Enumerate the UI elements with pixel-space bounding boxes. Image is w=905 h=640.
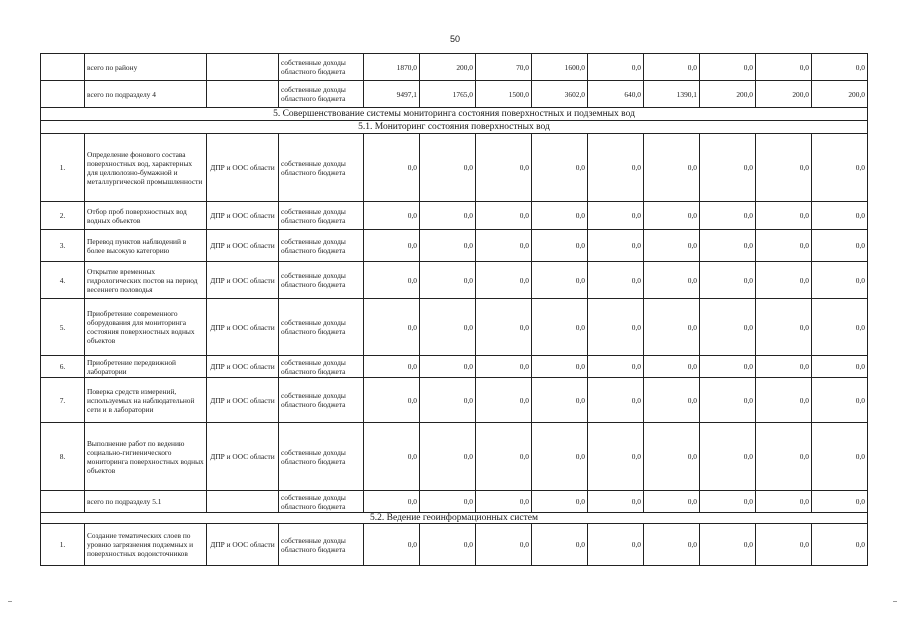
amount-cell: 0,0	[364, 524, 420, 566]
amount-cell: 0,0	[644, 262, 700, 299]
subsection-title: 5.1. Мониторинг состояния поверхностных вод	[41, 121, 868, 134]
executor: ДПР и ООС области	[207, 230, 279, 262]
amount-cell: 640,0	[588, 81, 644, 108]
amount-cell: 0,0	[700, 378, 756, 423]
row-number: 3.	[41, 230, 85, 262]
amount-cell: 1870,0	[364, 54, 420, 81]
executor: ДПР и ООС области	[207, 299, 279, 356]
amount-cell: 0,0	[700, 134, 756, 202]
margin-mark	[893, 601, 897, 602]
executor	[207, 81, 279, 108]
amount-cell: 0,0	[812, 262, 868, 299]
amount-cell: 0,0	[532, 423, 588, 491]
table-row	[41, 202, 868, 230]
funding-source: собственные доходы областного бюджета	[279, 81, 364, 108]
row-number: 1.	[41, 524, 85, 566]
amount-cell: 200,0	[700, 81, 756, 108]
amount-cell: 0,0	[644, 54, 700, 81]
amount-cell: 0,0	[812, 202, 868, 230]
amount-cell: 0,0	[476, 524, 532, 566]
amount-cell: 0,0	[644, 134, 700, 202]
amount-cell: 0,0	[700, 491, 756, 513]
amount-cell: 0,0	[588, 299, 644, 356]
amount-cell: 0,0	[756, 356, 812, 378]
executor	[207, 54, 279, 81]
amount-cell: 3602,0	[532, 81, 588, 108]
executor: ДПР и ООС области	[207, 262, 279, 299]
amount-cell: 0,0	[364, 262, 420, 299]
amount-cell: 0,0	[420, 230, 476, 262]
amount-cell: 0,0	[532, 262, 588, 299]
amount-cell: 1765,0	[420, 81, 476, 108]
section-title-row	[41, 108, 868, 121]
amount-cell: 1390,1	[644, 81, 700, 108]
amount-cell: 0,0	[588, 356, 644, 378]
amount-cell: 0,0	[588, 262, 644, 299]
amount-cell: 0,0	[700, 423, 756, 491]
executor: ДПР и ООС области	[207, 378, 279, 423]
amount-cell: 0,0	[812, 378, 868, 423]
amount-cell: 0,0	[644, 423, 700, 491]
amount-cell: 0,0	[756, 423, 812, 491]
amount-cell: 0,0	[700, 262, 756, 299]
amount-cell: 0,0	[532, 134, 588, 202]
funding-source: собственные доходы областного бюджета	[279, 491, 364, 513]
amount-cell: 0,0	[476, 299, 532, 356]
amount-cell: 0,0	[644, 299, 700, 356]
budget-table	[40, 53, 868, 566]
amount-cell: 0,0	[364, 230, 420, 262]
table-row	[41, 54, 868, 81]
amount-cell: 0,0	[644, 524, 700, 566]
amount-cell: 0,0	[476, 356, 532, 378]
amount-cell: 0,0	[756, 491, 812, 513]
page-number: 50	[449, 34, 460, 44]
table-row	[41, 378, 868, 423]
activity-name: всего по подразделу 5.1	[85, 491, 207, 513]
row-number: 8.	[41, 423, 85, 491]
funding-source: собственные доходы областного бюджета	[279, 299, 364, 356]
amount-cell: 0,0	[420, 491, 476, 513]
amount-cell: 0,0	[756, 202, 812, 230]
amount-cell: 0,0	[756, 54, 812, 81]
amount-cell: 0,0	[812, 524, 868, 566]
table-row	[41, 262, 868, 299]
row-number: 1.	[41, 134, 85, 202]
amount-cell: 0,0	[756, 378, 812, 423]
row-number: 6.	[41, 356, 85, 378]
amount-cell: 0,0	[756, 299, 812, 356]
section-title: 5. Совершенствование системы мониторинга состояния поверхностных и подземных вод	[41, 108, 868, 121]
amount-cell: 0,0	[588, 378, 644, 423]
amount-cell: 0,0	[364, 356, 420, 378]
amount-cell: 70,0	[476, 54, 532, 81]
activity-name: Определение фонового состава поверхностных вод, характерных для целлюлозно-бумажной и металлургической промышленности	[85, 134, 207, 202]
amount-cell: 0,0	[700, 230, 756, 262]
amount-cell: 200,0	[812, 81, 868, 108]
executor: ДПР и ООС области	[207, 423, 279, 491]
amount-cell: 0,0	[812, 356, 868, 378]
amount-cell: 0,0	[420, 524, 476, 566]
amount-cell: 0,0	[700, 356, 756, 378]
amount-cell: 0,0	[700, 524, 756, 566]
row-number: 2.	[41, 202, 85, 230]
amount-cell: 0,0	[812, 230, 868, 262]
amount-cell: 0,0	[420, 202, 476, 230]
subsection-title-row	[41, 513, 868, 524]
activity-name: всего по подразделу 4	[85, 81, 207, 108]
executor: ДПР и ООС области	[207, 134, 279, 202]
amount-cell: 0,0	[420, 134, 476, 202]
funding-source: собственные доходы областного бюджета	[279, 134, 364, 202]
table-row	[41, 491, 868, 513]
activity-name: Открытие временных гидрологических постов на период весеннего половодья	[85, 262, 207, 299]
executor: ДПР и ООС области	[207, 356, 279, 378]
amount-cell: 0,0	[420, 423, 476, 491]
activity-name: Создание тематических слоев по уровню загрязнения подземных и поверхностных водоисточников	[85, 524, 207, 566]
funding-source: собственные доходы областного бюджета	[279, 262, 364, 299]
activity-name: Отбор проб поверхностных вод водных объектов	[85, 202, 207, 230]
amount-cell: 0,0	[532, 524, 588, 566]
amount-cell: 0,0	[756, 134, 812, 202]
executor	[207, 491, 279, 513]
amount-cell: 0,0	[588, 524, 644, 566]
amount-cell: 0,0	[812, 299, 868, 356]
activity-name: Выполнение работ по ведению социально-гигиенического мониторинга поверхностных водных объектов	[85, 423, 207, 491]
amount-cell: 0,0	[364, 202, 420, 230]
amount-cell: 200,0	[420, 54, 476, 81]
activity-name: Перевод пунктов наблюдений в более высокую категорию	[85, 230, 207, 262]
amount-cell: 0,0	[700, 54, 756, 81]
amount-cell: 0,0	[588, 423, 644, 491]
table-row	[41, 423, 868, 491]
amount-cell: 0,0	[420, 378, 476, 423]
amount-cell: 0,0	[588, 491, 644, 513]
amount-cell: 0,0	[532, 356, 588, 378]
funding-source: собственные доходы областного бюджета	[279, 202, 364, 230]
amount-cell: 0,0	[588, 230, 644, 262]
amount-cell: 0,0	[476, 491, 532, 513]
amount-cell: 0,0	[532, 491, 588, 513]
funding-source: собственные доходы областного бюджета	[279, 54, 364, 81]
table-row	[41, 299, 868, 356]
table-row	[41, 134, 868, 202]
amount-cell: 0,0	[588, 54, 644, 81]
amount-cell: 0,0	[532, 378, 588, 423]
subsection-title: 5.2. Ведение геоинформационных систем	[41, 513, 868, 524]
amount-cell: 0,0	[644, 378, 700, 423]
amount-cell: 1500,0	[476, 81, 532, 108]
funding-source: собственные доходы областного бюджета	[279, 524, 364, 566]
amount-cell: 0,0	[364, 423, 420, 491]
amount-cell: 0,0	[476, 134, 532, 202]
amount-cell: 0,0	[364, 378, 420, 423]
amount-cell: 0,0	[644, 230, 700, 262]
amount-cell: 0,0	[644, 491, 700, 513]
activity-name: Приобретение передвижной лаборатории	[85, 356, 207, 378]
amount-cell: 1600,0	[532, 54, 588, 81]
amount-cell: 0,0	[476, 262, 532, 299]
amount-cell: 0,0	[532, 299, 588, 356]
amount-cell: 0,0	[756, 524, 812, 566]
amount-cell: 0,0	[812, 491, 868, 513]
amount-cell: 0,0	[756, 262, 812, 299]
amount-cell: 0,0	[812, 423, 868, 491]
executor: ДПР и ООС области	[207, 524, 279, 566]
amount-cell: 0,0	[588, 134, 644, 202]
amount-cell: 9497,1	[364, 81, 420, 108]
row-number: 4.	[41, 262, 85, 299]
table-row	[41, 230, 868, 262]
amount-cell: 0,0	[476, 378, 532, 423]
row-number	[41, 54, 85, 81]
subsection-title-row	[41, 121, 868, 134]
amount-cell: 0,0	[644, 356, 700, 378]
table-row	[41, 524, 868, 566]
amount-cell: 0,0	[420, 356, 476, 378]
amount-cell: 0,0	[756, 230, 812, 262]
row-number	[41, 491, 85, 513]
table-row	[41, 356, 868, 378]
amount-cell: 0,0	[364, 134, 420, 202]
amount-cell: 200,0	[756, 81, 812, 108]
amount-cell: 0,0	[700, 299, 756, 356]
funding-source: собственные доходы областного бюджета	[279, 356, 364, 378]
amount-cell: 0,0	[532, 202, 588, 230]
table-row	[41, 81, 868, 108]
amount-cell: 0,0	[420, 262, 476, 299]
amount-cell: 0,0	[812, 54, 868, 81]
amount-cell: 0,0	[588, 202, 644, 230]
amount-cell: 0,0	[476, 230, 532, 262]
amount-cell: 0,0	[700, 202, 756, 230]
margin-mark	[8, 601, 12, 602]
activity-name: Поверка средств измерений, используемых на наблюдательной сети и в лаборатории	[85, 378, 207, 423]
row-number: 7.	[41, 378, 85, 423]
amount-cell: 0,0	[476, 202, 532, 230]
amount-cell: 0,0	[420, 299, 476, 356]
amount-cell: 0,0	[364, 299, 420, 356]
amount-cell: 0,0	[532, 230, 588, 262]
amount-cell: 0,0	[476, 423, 532, 491]
row-number	[41, 81, 85, 108]
executor: ДПР и ООС области	[207, 202, 279, 230]
funding-source: собственные доходы областного бюджета	[279, 230, 364, 262]
funding-source: собственные доходы областного бюджета	[279, 378, 364, 423]
activity-name: Приобретение современного оборудования для мониторинга состояния поверхностных водных объектов	[85, 299, 207, 356]
amount-cell: 0,0	[812, 134, 868, 202]
amount-cell: 0,0	[364, 491, 420, 513]
funding-source: собственные доходы областного бюджета	[279, 423, 364, 491]
amount-cell: 0,0	[644, 202, 700, 230]
activity-name: всего по району	[85, 54, 207, 81]
row-number: 5.	[41, 299, 85, 356]
